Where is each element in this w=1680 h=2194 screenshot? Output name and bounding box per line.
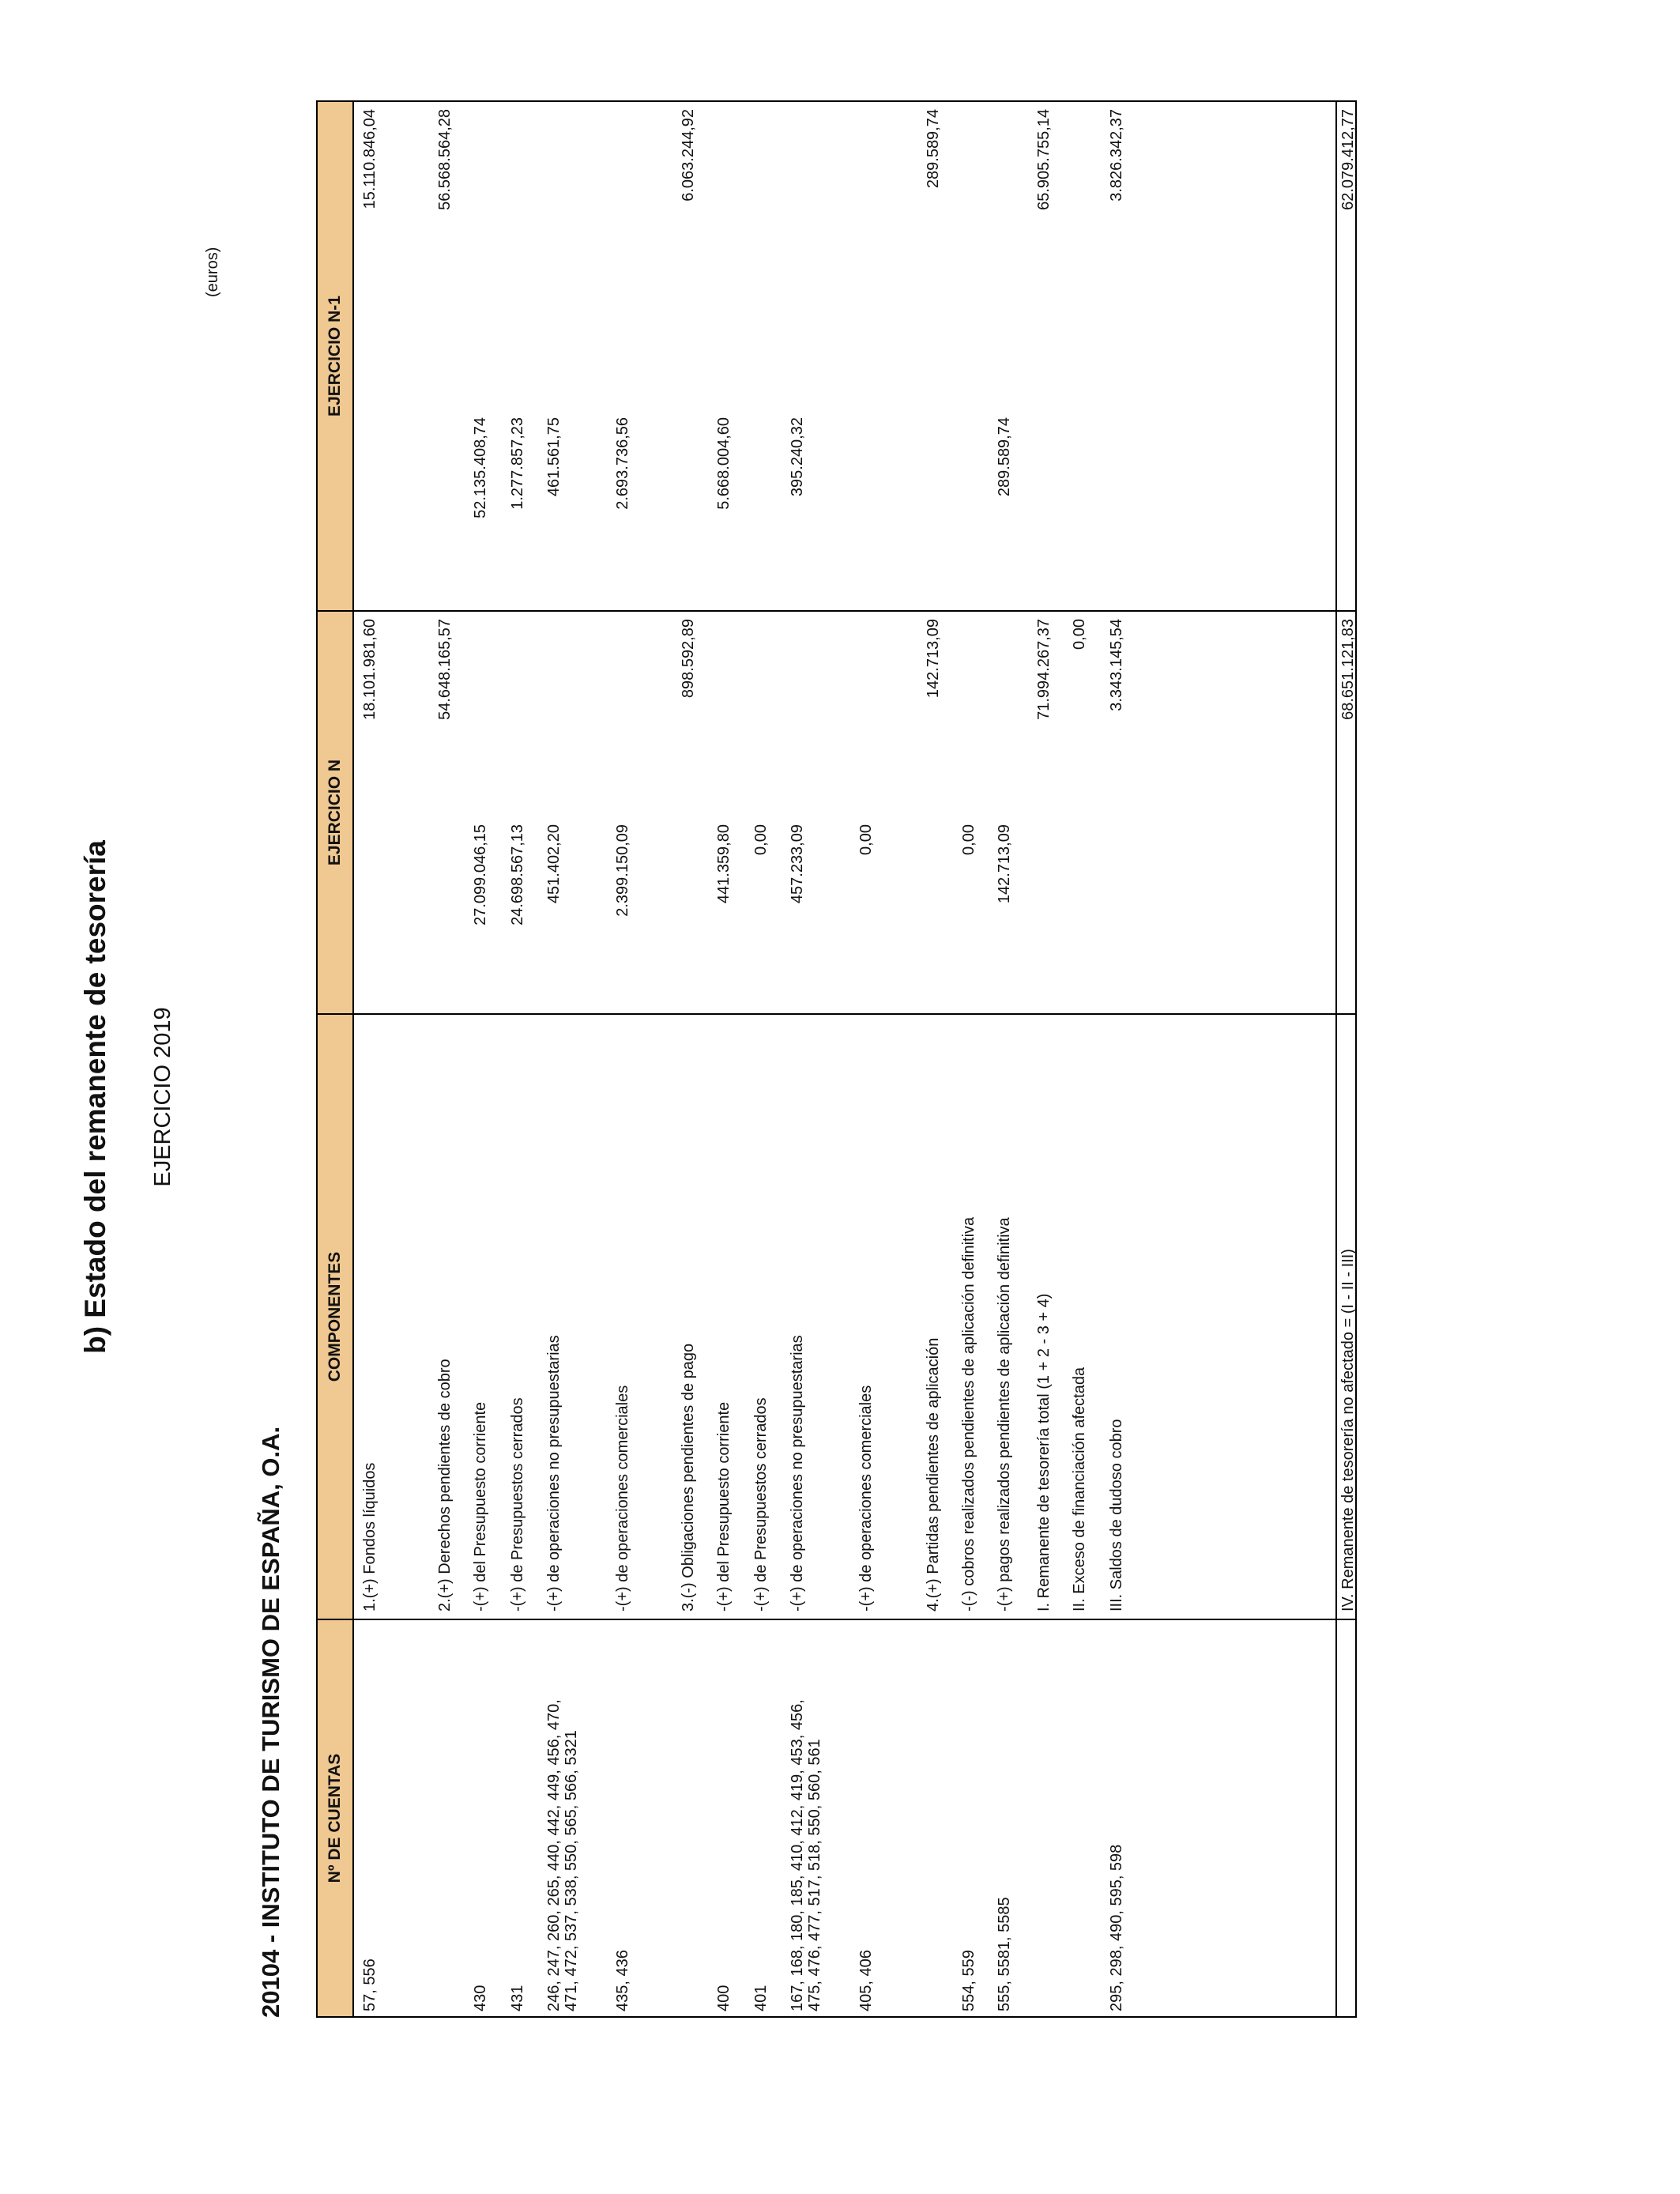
header-accounts: Nº DE CUENTAS [316, 1619, 354, 2018]
year-n-total-cell: 142.713,09 [925, 619, 942, 699]
year-n-total-cell: 898.592,89 [680, 619, 697, 699]
year-n1-total-cell: 3.826.342,37 [1108, 109, 1125, 202]
accounts-cell: 554, 559 [960, 1950, 977, 2011]
component-cell: 3.(-) Obligaciones pendientes de pago [680, 1343, 697, 1612]
accounts-cell: 401 [752, 1985, 770, 2011]
year-n1-total-cell: 62.079.412,77 [1339, 109, 1357, 210]
year-n-total-cell: 3.343.145,54 [1108, 619, 1125, 711]
header-year-n1: EJERCICIO N-1 [316, 100, 354, 612]
entity-name: 20104 - INSTITUTO DE TURISMO DE ESPAÑA, O.A. [257, 1426, 284, 2018]
year-n-detail-cell: 451.402,20 [545, 824, 563, 904]
accounts-cell: 405, 406 [857, 1950, 875, 2011]
component-cell: -(+) de operaciones comerciales [857, 1385, 875, 1612]
year-n-total-cell: 18.101.981,60 [361, 619, 379, 720]
component-cell: -(+) del Presupuesto corriente [715, 1401, 733, 1612]
year-n-total-cell: 0,00 [1071, 619, 1088, 650]
year-n1-total-cell: 289.589,74 [925, 109, 942, 189]
accounts-cell: 167, 168, 180, 185, 410, 412, 419, 453, 456, 475, 476, 477, 517, 518, 550, 560, 561 [789, 1699, 823, 2011]
component-cell: III. Saldos de dudoso cobro [1108, 1419, 1125, 1612]
year-n-total-cell: 68.651.121,83 [1339, 619, 1357, 720]
page-title: b) Estado del remanente de tesorería [79, 840, 111, 1354]
component-cell: -(+) de operaciones no presupuestarias [789, 1335, 806, 1612]
year-n1-total-cell: 15.110.846,04 [361, 109, 379, 209]
year-n1-detail-cell: 289.589,74 [996, 417, 1013, 497]
accounts-cell: 400 [715, 1985, 733, 2011]
year-n1-detail-cell: 2.693.736,56 [614, 417, 631, 510]
year-n1-detail-cell: 461.561,75 [545, 417, 563, 497]
year-n1-detail-cell: 5.668.004,60 [715, 417, 733, 510]
year-n-detail-cell: 27.099.046,15 [472, 824, 489, 925]
accounts-cell: 555, 5581, 5585 [996, 1897, 1013, 2011]
year-n-detail-cell: 441.359,80 [715, 824, 733, 904]
column-divider [354, 1619, 1357, 1620]
accounts-cell: 246, 247, 260, 265, 440, 442, 449, 456, 470, 471, 472, 537, 538, 550, 565, 566, 5321 [545, 1699, 580, 2011]
year-n-detail-cell: 142.713,09 [996, 824, 1013, 904]
year-n1-total-cell: 6.063.244,92 [680, 109, 697, 202]
header-year-n: EJERCICIO N [316, 610, 354, 1015]
year-n-detail-cell: 24.698.567,13 [509, 824, 526, 925]
fiscal-year: EJERCICIO 2019 [150, 1007, 175, 1187]
final-row-rule [1335, 100, 1337, 2018]
component-cell: -(+) de Presupuestos cerrados [752, 1397, 770, 1612]
component-cell: IV. Remanente de tesorería no afectado = (I - II - III) [1339, 1249, 1357, 1612]
component-cell: 4.(+) Partidas pendientes de aplicación [925, 1337, 942, 1612]
component-cell: I. Remanente de tesorería total (1 + 2 - 3 + 4) [1035, 1293, 1053, 1612]
year-n-detail-cell: 457.233,09 [789, 824, 806, 904]
accounts-cell: 435, 436 [614, 1950, 631, 2011]
accounts-cell: 431 [509, 1985, 526, 2011]
year-n-detail-cell: 0,00 [752, 824, 770, 855]
year-n1-total-cell: 56.568.564,28 [436, 109, 454, 210]
year-n-total-cell: 71.994.267,37 [1035, 619, 1053, 720]
component-cell: 1.(+) Fondos líquidos [361, 1462, 379, 1612]
component-cell: -(-) cobros realizados pendientes de aplicación definitiva [960, 1216, 977, 1612]
column-divider [354, 610, 1357, 612]
accounts-cell: 430 [472, 1985, 489, 2011]
year-n1-detail-cell: 52.135.408,74 [472, 417, 489, 518]
header-components: COMPONENTES [316, 1013, 354, 1620]
year-n1-detail-cell: 395.240,32 [789, 417, 806, 497]
year-n1-total-cell: 65.905.755,14 [1035, 109, 1053, 210]
accounts-cell: 57, 556 [361, 1958, 379, 2011]
component-cell: -(+) de operaciones no presupuestarias [545, 1335, 563, 1612]
component-cell: -(+) de operaciones comerciales [614, 1385, 631, 1612]
year-n-detail-cell: 0,00 [960, 824, 977, 855]
component-cell: -(+) del Presupuesto corriente [472, 1401, 489, 1612]
currency-unit: (euros) [204, 247, 221, 297]
accounts-cell: 295, 298, 490, 595, 598 [1108, 1844, 1125, 2011]
component-cell: II. Exceso de financiación afectada [1071, 1367, 1088, 1612]
year-n-total-cell: 54.648.165,57 [436, 619, 454, 720]
component-cell: -(+) de Presupuestos cerrados [509, 1397, 526, 1612]
year-n1-detail-cell: 1.277.857,23 [509, 417, 526, 510]
year-n-detail-cell: 2.399.150,09 [614, 824, 631, 917]
year-n-detail-cell: 0,00 [857, 824, 875, 855]
column-divider [354, 1013, 1357, 1015]
component-cell: -(+) pagos realizados pendientes de aplicación definitiva [996, 1217, 1013, 1612]
component-cell: 2.(+) Derechos pendientes de cobro [436, 1359, 454, 1612]
treasury-table [316, 100, 1357, 2018]
